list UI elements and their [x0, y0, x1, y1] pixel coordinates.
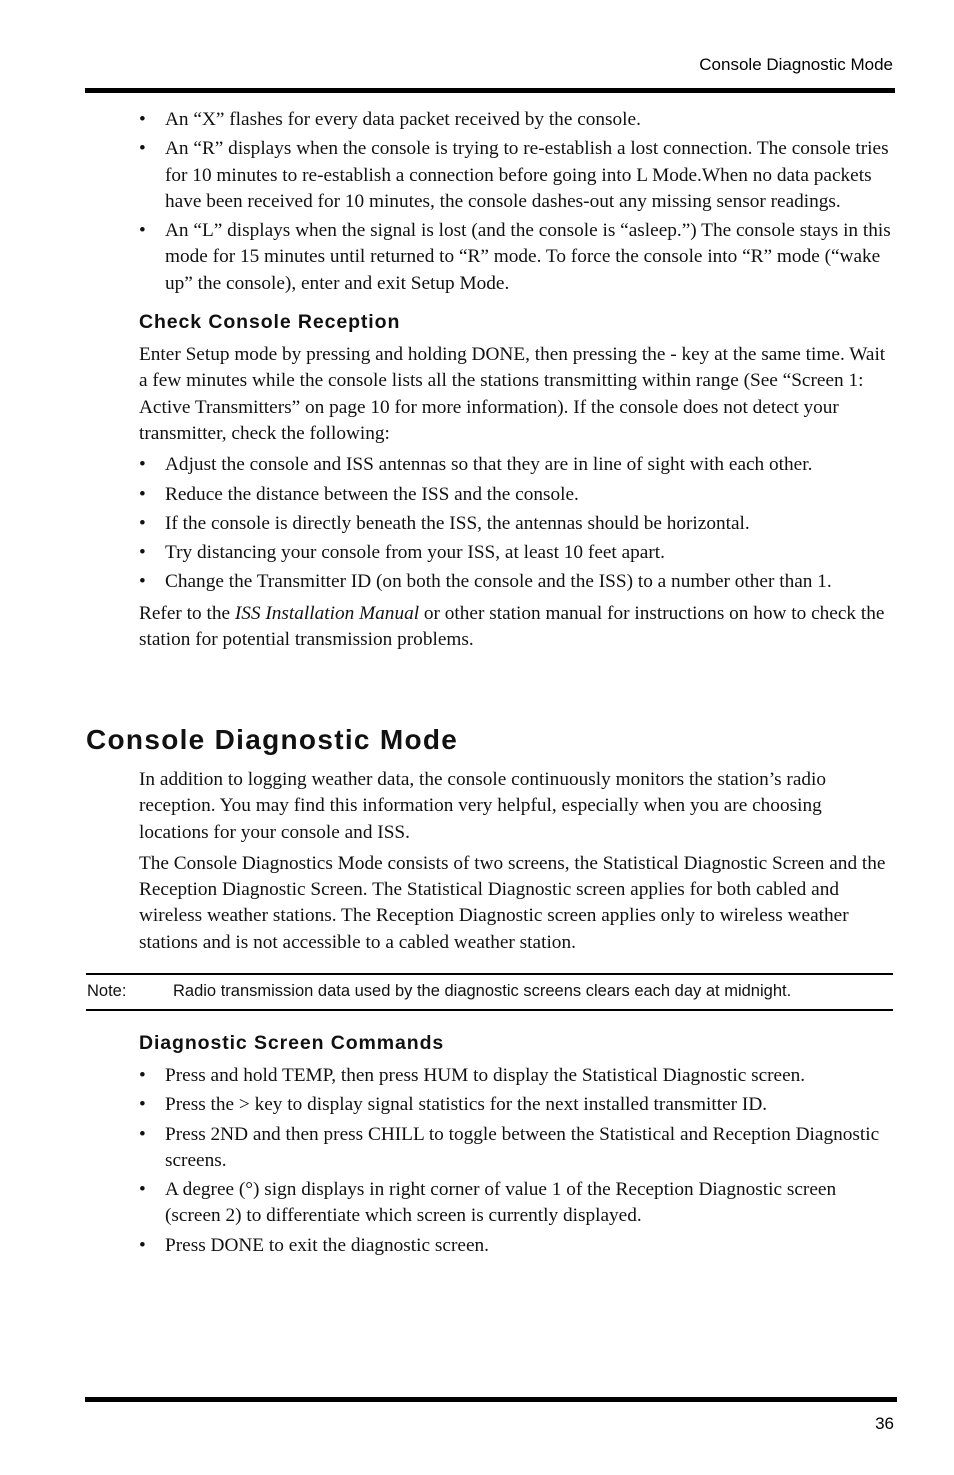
bullet-icon: • [139, 542, 146, 564]
list-item: • Reduce the distance between the ISS and the console. [139, 482, 895, 508]
list-item: • An “L” displays when the signal is lost (and the console is “asleep.”) The console stays in this mode for 15 minutes until returned to “R” mode. To force the console into “R” mode (“wake up” the console), enter and exit Setup Mode. [139, 220, 891, 294]
bullet-icon: • [139, 1234, 146, 1256]
note-box [86, 973, 893, 1011]
bullet-icon: • [139, 1123, 146, 1145]
list-item: • Press the > key to display signal statistics for the next installed transmitter ID. [139, 1092, 895, 1118]
note-text: Radio transmission data used by the diagnostic screens clears each day at midnight. [173, 982, 792, 1000]
refer-paragraph: Refer to the ISS Installation Manual or other station manual for instructions on how to check the station for potential transmission problems. [139, 602, 885, 651]
list-item: • Try distancing your console from your ISS, at least 10 feet apart. [139, 540, 895, 566]
diagnostic-screens-paragraph: The Console Diagnostics Mode consists of two screens, the Statistical Diagnostic Screen and the Reception Diagnostic Screen. The Statistical Diagnostic screen applies for both cabled and wireless weather stations. The Reception Diagnostic screen applies only to wireless weather stations and is not accessible to a cabled weather station. [139, 852, 886, 953]
list-item: • Adjust the console and ISS antennas so that they are in line of sight with each other. [139, 452, 895, 478]
note-label: Note: [87, 982, 127, 1000]
check-reception-heading: Check Console Reception [139, 311, 401, 334]
bullet-icon: • [139, 1094, 146, 1116]
list-item: • Press and hold TEMP, then press HUM to display the Statistical Diagnostic screen. [139, 1063, 895, 1089]
diagnostic-intro-paragraph: In addition to logging weather data, the console continuously monitors the station’s radio reception. You may find this information very helpful, especially when you are choosing locations for your console and ISS. [139, 769, 827, 843]
top-content [139, 107, 895, 658]
bullet-icon: • [139, 138, 146, 160]
bullet-icon: • [139, 571, 146, 593]
footer-rule [85, 1397, 897, 1402]
header-rule [85, 88, 895, 93]
commands-heading: Diagnostic Screen Commands [139, 1032, 445, 1054]
list-item: • An “R” displays when the console is trying to re-establish a lost connection. The console tries for 10 minutes to re-establish a connection before going into L Mode.When no data packets have been received for 10 minutes, the console dashes-out any missing sensor readings. [139, 138, 889, 212]
manual-title: ISS Installation Manual [234, 602, 420, 624]
commands-content [139, 1032, 895, 1264]
list-item: • Change the Transmitter ID (on both the console and the ISS) to a number other than 1. [139, 569, 895, 595]
list-item: • A degree (°) sign displays in right corner of value 1 of the Reception Diagnostic screen (screen 2) to differentiate which screen is currently displayed. [139, 1179, 837, 1227]
bullet-icon: • [139, 220, 146, 242]
bullet-icon: • [139, 1179, 146, 1201]
status-bullet-list [139, 107, 895, 297]
commands-list [139, 1063, 895, 1259]
list-item: • An “X” flashes for every data packet received by the console. [139, 107, 895, 133]
page-number: 36 [875, 1414, 894, 1433]
section-heading: Console Diagnostic Mode [86, 724, 459, 755]
bullet-icon: • [139, 454, 146, 476]
bullet-icon: • [139, 512, 146, 534]
diagnostic-content [139, 767, 895, 961]
bullet-icon: • [139, 1065, 146, 1086]
list-item: • Press 2ND and then press CHILL to toggle between the Statistical and Reception Diagnostic screens. [139, 1123, 880, 1171]
bullet-icon: • [139, 483, 146, 505]
running-header: Console Diagnostic Mode [699, 55, 893, 74]
reception-checklist [139, 452, 895, 595]
check-reception-intro: Enter Setup mode by pressing and holding DONE, then pressing the - key at the same time. Wait a few minutes while the console lists all the stations transmitting within range (See “Screen 1: Active Transmitters” on page 10 for more information). If the console does not detect your transmitter, check the following: [139, 344, 886, 444]
bullet-icon: • [139, 109, 146, 130]
list-item: • Press DONE to exit the diagnostic screen. [139, 1233, 895, 1259]
list-item: • If the console is directly beneath the ISS, the antennas should be horizontal. [139, 511, 895, 537]
